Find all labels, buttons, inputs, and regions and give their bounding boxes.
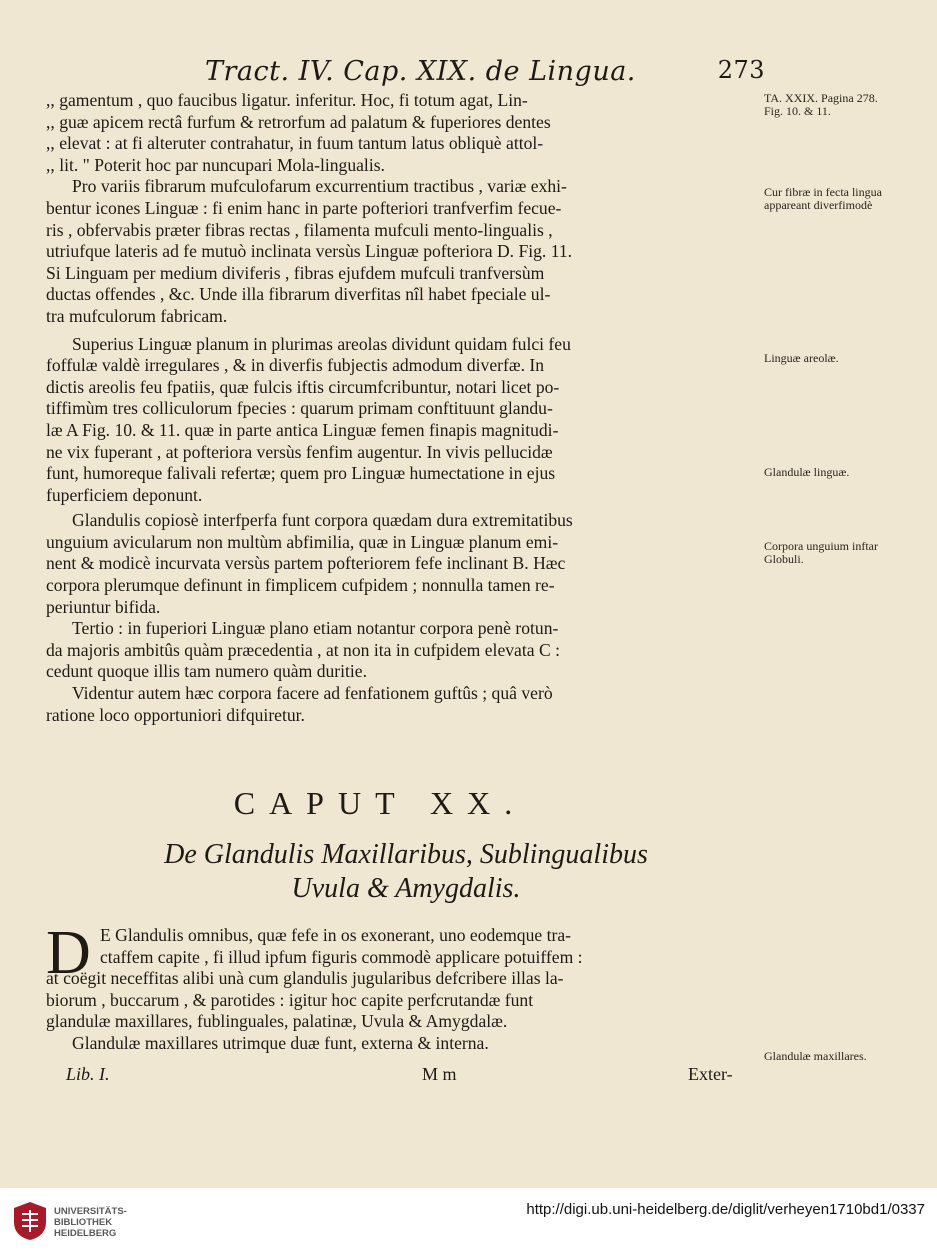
text-line: ctaffem capite , fi illud ipfum figuris commodè applicare potuiffem :: [100, 946, 583, 967]
text-line: Glandulis copiosè interfperfa funt corpora quædam dura extremitatibus: [72, 510, 573, 531]
text-line: unguium avicularum non multùm abfimilia, quæ in Linguæ planum emi-: [46, 531, 559, 552]
margin-note: Corpora unguium inftar Globuli.: [764, 539, 878, 566]
text-line: Videntur autem hæc corpora facere ad fenfationem guftûs ; quâ verò: [72, 683, 553, 704]
margin-note: Glandulæ linguæ.: [764, 465, 850, 479]
text-line: Pro variis fibrarum mufculofarum excurrentium tractibus , variæ exhi-: [72, 176, 567, 197]
text-line: Glandulæ maxillares utrimque duæ funt, externa & interna.: [72, 1032, 489, 1053]
text-line: foffulæ valdè irregulares , & in diverfis fubjectis admodum diverfæ. In: [46, 355, 545, 376]
text-line: ductas offendes , &c. Unde illa fibrarum diverfitas nîl habet fpeciale ul-: [46, 284, 551, 305]
text-line: glandulæ maxillares, fublinguales, palatinæ, Uvula & Amygdalæ.: [46, 1011, 508, 1032]
text-line: Tertio : in fuperiori Linguæ plano etiam notantur corpora penè rotun-: [72, 618, 559, 639]
university-seal-icon: [12, 1200, 48, 1242]
text-line: da majoris ambitûs quàm præcedentia , at non ita in cufpidem elevata C :: [46, 639, 560, 660]
chapter-heading: CAPUT XX.: [233, 785, 527, 821]
body-text: [46, 90, 764, 726]
margin-note: TA. XXIX. Pagina 278. Fig. 10. & 11.: [764, 91, 878, 118]
text-line: funt, humoreque falivali refertæ; quem pro Linguæ humectatione in ejus: [46, 463, 556, 484]
running-head: [205, 56, 765, 87]
text-line: biorum , buccarum , & parotides : igitur hoc capite perfcrutandæ funt: [46, 989, 534, 1010]
text-line: læ A Fig. 10. & 11. quæ in parte antica Linguæ femen finapis magnitudi-: [46, 419, 559, 440]
text-line: fuperficiem deponunt.: [46, 484, 203, 505]
chapter-title: [46, 838, 766, 906]
chapter-title-line: De Glandulis Maxillaribus, Sublingualibus: [164, 839, 648, 870]
text-line: ,, guæ apicem rectâ furfum & retrorfum ad palatum & fuperiores dentes: [46, 111, 551, 132]
text-line: ,, gamentum , quo faucibus ligatur. inferitur. Hoc, fi totum agat, Lin-: [46, 90, 528, 110]
text-line: ,, elevat : at fi alteruter contrahatur, in fuum tantum latus obliquè attol-: [46, 133, 544, 154]
text-line: ne vix fuperant , at pofteriora versùs fenfim augentur. In vivis pellucidæ: [46, 441, 553, 462]
chapter-body-text: [46, 919, 764, 1055]
viewer-footer-bar: [0, 1188, 937, 1259]
running-head-title: Tract. IV. Cap. XIX. de Lingua.: [205, 56, 636, 87]
text-line: nent & modicè incurvata versùs partem pofteriorem fefe inclinant B. Hæc: [46, 553, 566, 574]
text-line: cedunt quoque illis tam numero quàm duritie.: [46, 661, 368, 682]
library-name-line: BIBLIOTHEK: [54, 1217, 113, 1228]
drop-cap: D: [46, 919, 91, 987]
text-line: at coëgit neceffitas alibi unà cum glandulis jugularibus defcribere illas la-: [46, 968, 564, 989]
footer-signature: M m: [422, 1064, 457, 1084]
library-name-line: UNIVERSITÄTS-: [54, 1206, 127, 1217]
text-line: corpora plerumque definunt in fimplicem cufpidem ; nonnulla tamen re-: [46, 575, 555, 596]
text-line: Si Linguam per medium diviferis , fibras ejufdem mufculi tranfversùm: [46, 262, 545, 283]
footer-catchword: Exter-: [688, 1064, 733, 1084]
text-line: utriufque lateris ad fe mutuò inclinata versùs Linguæ pofteriora D. Fig. 11.: [46, 241, 573, 262]
library-name-line: HEIDELBERG: [54, 1228, 117, 1239]
margin-note: Cur fibræ in fecta lingua appareant diverfimodè: [764, 185, 882, 212]
text-line: dictis areolis feu fpatiis, quæ fulcis iftis circumfcribuntur, notari licet po-: [46, 376, 560, 397]
text-line: ris , obfervabis præter fibras rectas , filamenta mufculi mento-lingualis ,: [46, 219, 553, 240]
margin-note: Glandulæ maxillares.: [764, 1049, 867, 1063]
text-line: periuntur bifida.: [46, 596, 161, 617]
text-line: bentur icones Linguæ : fi enim hanc in parte pofteriori tranfverfim fecue-: [46, 197, 562, 218]
text-line: tiffimùm tres colliculorum fpecies : quarum primam conftituunt glandu-: [46, 398, 553, 419]
text-line: ratione loco opportuniori difquiretur.: [46, 704, 305, 725]
page-number: 273: [717, 56, 765, 84]
chapter-title-line: Uvula & Amygdalis.: [291, 873, 521, 904]
text-line: E Glandulis omnibus, quæ fefe in os exonerant, uno eodemque tra-: [100, 925, 572, 945]
text-line: ,, lit. " Poterit hoc par nuncupari Mola-lingualis.: [46, 154, 385, 175]
text-line: Superius Linguæ planum in plurimas areolas dividunt quidam fulci feu: [72, 333, 571, 354]
source-url-link[interactable]: http://digi.ub.uni-heidelberg.de/diglit/verheyen1710bd1/0337: [526, 1201, 925, 1218]
library-name: [54, 1206, 127, 1239]
margin-note: Linguæ areolæ.: [764, 351, 839, 365]
footer-book-label: Lib. I.: [66, 1064, 110, 1084]
text-line: tra mufculorum fabricam.: [46, 305, 228, 326]
